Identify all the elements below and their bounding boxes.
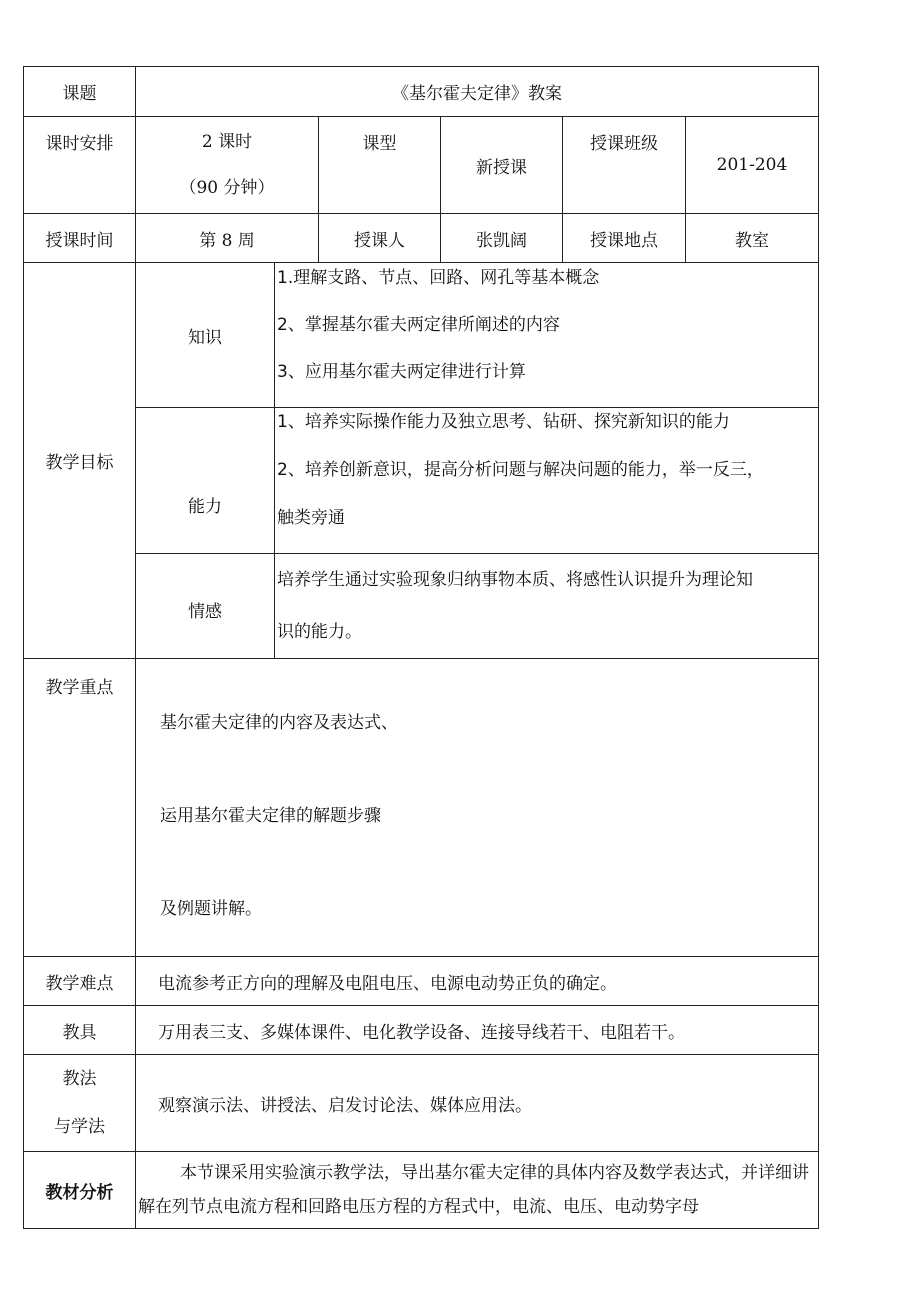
emotion-label: 情感 [136,554,275,659]
key-points-row [24,659,819,957]
key-points-label: 教学重点 [24,659,136,957]
knowledge-line: 1.理解支路、节点、回路、网孔等基本概念 [277,268,600,288]
objectives-label: 教学目标 [24,263,136,659]
methods-label-line: 教法 [62,1069,97,1089]
key-point-line: 及例题讲解。 [160,899,262,919]
objective-emotion-row [24,554,819,659]
lesson-title: 《基尔霍夫定律》教案 [136,67,819,117]
type-value: 新授课 [441,117,563,214]
place-value: 教室 [686,214,819,263]
time-label: 授课时间 [24,214,136,263]
tools-row [24,1006,819,1055]
methods-label [24,1055,136,1152]
lesson-plan-table [23,66,819,1229]
ability-line: 触类旁通 [277,508,345,528]
teacher-value: 张凯阔 [441,214,563,263]
topic-label: 课题 [24,67,136,117]
class-value: 201-204 [686,117,819,214]
title-row [24,67,819,117]
difficulties-value: 电流参考正方向的理解及电阻电压、电源电动势正负的确定。 [136,957,819,1006]
analysis-row [24,1152,819,1229]
week-value: 第 8 周 [136,214,319,263]
ability-line: 1、培养实际操作能力及独立思考、钻研、探究新知识的能力 [277,412,730,432]
key-points-content [136,659,819,957]
emotion-content [275,554,819,659]
minutes-value: （90 分钟） [179,178,275,198]
key-point-line: 运用基尔霍夫定律的解题步骤 [160,806,381,826]
ability-line: 2、培养创新意识，提高分析问题与解决问题的能力，举一反三， [277,460,764,480]
knowledge-label: 知识 [136,263,275,408]
knowledge-line: 2、掌握基尔霍夫两定律所阐述的内容 [277,315,560,335]
analysis-label: 教材分析 [24,1152,136,1229]
hours-cell [136,117,319,214]
type-label: 课型 [319,117,441,214]
knowledge-content [275,263,819,408]
place-label: 授课地点 [563,214,686,263]
teacher-label: 授课人 [319,214,441,263]
analysis-value: 本节课采用实验演示教学法，导出基尔霍夫定律的具体内容及数学表达式，并详细讲解在列节点电流方程和回路电压方程的方程式中，电流、电压、电动势字母 [136,1152,819,1229]
emotion-line: 识的能力。 [277,622,362,642]
ability-content [275,408,819,554]
class-label: 授课班级 [563,117,686,214]
knowledge-line: 3、应用基尔霍夫两定律进行计算 [277,362,526,382]
key-point-line: 基尔霍夫定律的内容及表达式、 [160,713,398,733]
difficulties-row [24,957,819,1006]
difficulties-label: 教学难点 [24,957,136,1006]
schedule-label: 课时安排 [24,117,136,214]
tools-value: 万用表三支、多媒体课件、电化教学设备、连接导线若干、电阻若干。 [136,1006,819,1055]
methods-value: 观察演示法、讲授法、启发讨论法、媒体应用法。 [136,1055,819,1152]
ability-label: 能力 [136,408,275,554]
schedule-row [24,117,819,214]
tools-label: 教具 [24,1006,136,1055]
emotion-line: 培养学生通过实验现象归纳事物本质、将感性认识提升为理论知 [277,570,753,590]
objective-knowledge-row [24,263,819,408]
objective-ability-row [24,408,819,554]
hours-value: 2 课时 [201,132,253,152]
methods-label-line: 与学法 [54,1117,105,1137]
methods-row [24,1055,819,1152]
